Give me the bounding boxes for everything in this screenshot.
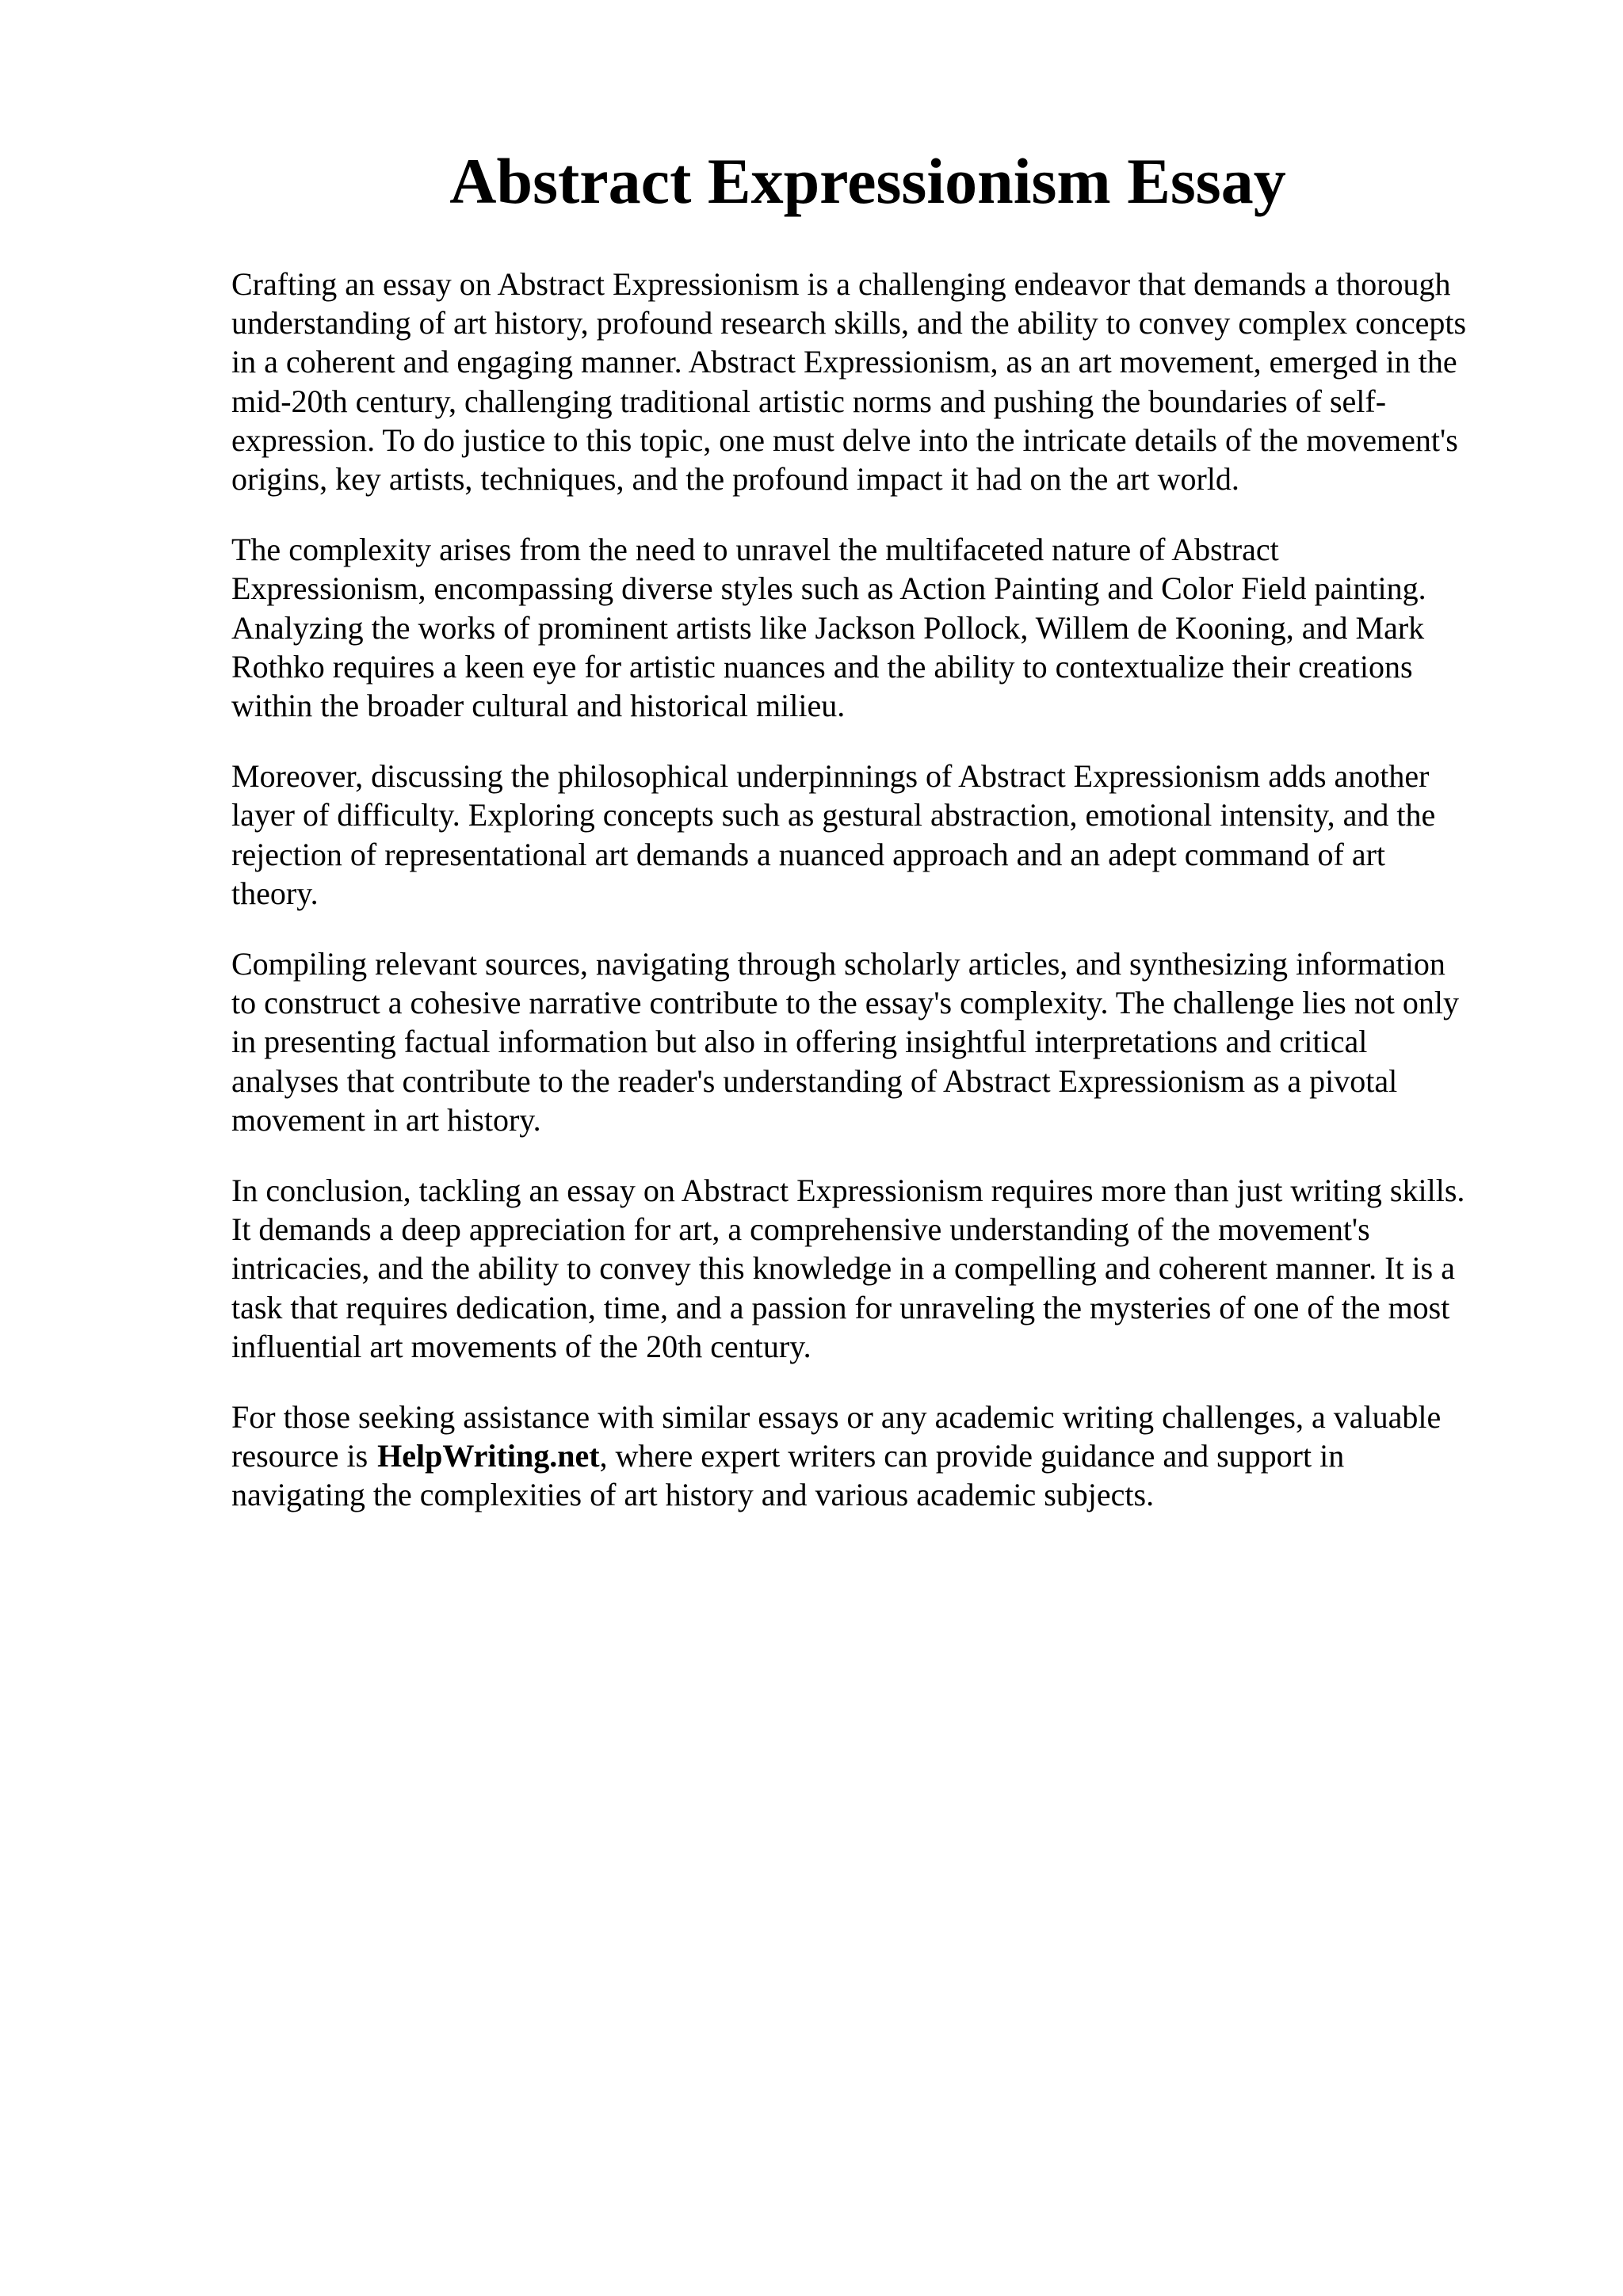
paragraph-closing (231, 1398, 1515, 1515)
paragraph-line: understanding of art history, profound research skills, and the ability to convey complex concepts (231, 305, 1467, 341)
paragraph-line: Rothko requires a keen eye for artistic nuances and the ability to contextualize their creations (231, 648, 1413, 685)
paragraph-line: movement in art history. (231, 1101, 541, 1138)
paragraph-line: influential art movements of the 20th century. (231, 1328, 812, 1364)
paragraph-line: mid-20th century, challenging traditional artistic norms and pushing the boundaries of self- (231, 383, 1387, 419)
paragraph-line: intricacies, and the ability to convey this knowledge in a compelling and coherent manner. It is a (231, 1250, 1455, 1287)
paragraph-line: In conclusion, tackling an essay on Abstract Expressionism requires more than just writing skills. (231, 1173, 1465, 1209)
paragraph-line: Expressionism, encompassing diverse styles such as Action Painting and Color Field painting. (231, 570, 1426, 607)
paragraph-conclusion (231, 1171, 1515, 1366)
closing-text-before-link: resource is (231, 1438, 369, 1474)
paragraph-line: Compiling relevant sources, navigating through scholarly articles, and synthesizing information (231, 946, 1445, 982)
paragraph-line: Crafting an essay on Abstract Expressionism is a challenging endeavor that demands a thorough (231, 266, 1451, 302)
paragraph-complexity (231, 530, 1515, 725)
paragraph-line: navigating the complexities of art history and various academic subjects. (231, 1477, 1155, 1513)
helpwriting-link[interactable]: HelpWriting.net (377, 1438, 600, 1474)
paragraph-philosophy (231, 757, 1515, 913)
paragraph-line: in presenting factual information but also in offering insightful interpretations and critical (231, 1024, 1368, 1060)
paragraph-line: within the broader cultural and historical milieu. (231, 688, 846, 724)
paragraph-line: rejection of representational art demands a nuanced approach and an adept command of art (231, 836, 1386, 872)
paragraph-line: For those seeking assistance with similar essays or any academic writing challenges, a valuable (231, 1399, 1442, 1436)
paragraph-line-with-link (231, 1436, 1515, 1475)
paragraph-line: in a coherent and engaging manner. Abstract Expressionism, as an art movement, emerged in the (231, 344, 1457, 380)
document-body (231, 265, 1515, 1547)
closing-text-after-link: , where expert writers can provide guidance and support in (599, 1438, 1345, 1474)
paragraph-line: analyses that contribute to the reader's understanding of Abstract Expressionism as a pivotal (231, 1062, 1398, 1099)
paragraph-line: layer of difficulty. Exploring concepts such as gestural abstraction, emotional intensity, and the (231, 797, 1436, 833)
paragraph-sources (231, 944, 1515, 1139)
paragraph-line: Moreover, discussing the philosophical underpinnings of Abstract Expressionism adds another (231, 758, 1430, 795)
paragraph-line: Analyzing the works of prominent artists like Jackson Pollock, Willem de Kooning, and Mark (231, 609, 1425, 646)
paragraph-line: It demands a deep appreciation for art, a comprehensive understanding of the movement's (231, 1211, 1370, 1248)
paragraph-line: to construct a cohesive narrative contribute to the essay's complexity. The challenge lies not only (231, 985, 1459, 1021)
paragraph-line: The complexity arises from the need to unravel the multifaceted nature of Abstract (231, 532, 1279, 568)
document-title: Abstract Expressionism Essay (449, 145, 1286, 217)
paragraph-intro (231, 265, 1515, 498)
paragraph-line: origins, key artists, techniques, and the profound impact it had on the art world. (231, 461, 1239, 498)
paragraph-line: theory. (231, 875, 319, 911)
paragraph-line: expression. To do justice to this topic, one must delve into the intricate details of the movement's (231, 421, 1458, 458)
paragraph-line: task that requires dedication, time, and a passion for unraveling the mysteries of one of the most (231, 1289, 1450, 1325)
